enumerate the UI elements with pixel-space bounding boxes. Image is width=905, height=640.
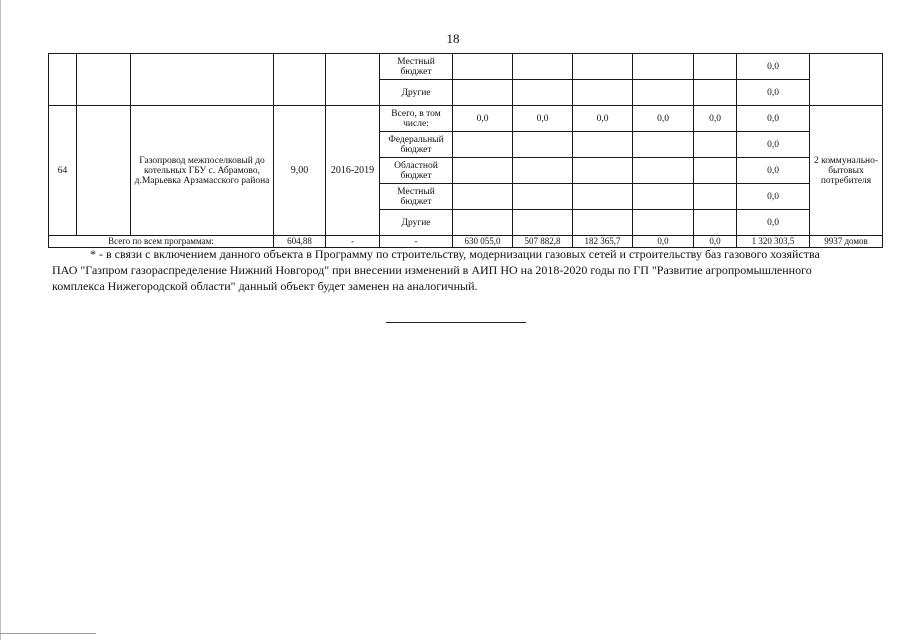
cell-value xyxy=(694,184,737,210)
page-bottom-line xyxy=(0,633,96,634)
cell-length: 9,00 xyxy=(274,106,326,236)
cell-value: 0,0 xyxy=(633,106,694,132)
cell-years xyxy=(326,54,380,106)
cell-total: 0,0 xyxy=(737,106,810,132)
totals-value: 0,0 xyxy=(694,236,737,248)
cell-value xyxy=(694,80,737,106)
totals-value: 182 365,7 xyxy=(573,236,633,248)
cell-number xyxy=(49,54,77,106)
footnote-line: * - в связи с включением данного объекта в Программу по строительству, модернизации газовых сетей и строительству баз газового хозяйства xyxy=(90,247,820,261)
cell-code xyxy=(77,106,131,236)
cell-total: 0,0 xyxy=(737,184,810,210)
cell-value xyxy=(694,210,737,236)
cell-value xyxy=(633,184,694,210)
cell-value xyxy=(633,158,694,184)
cell-value xyxy=(453,184,513,210)
totals-years: - xyxy=(326,236,380,248)
cell-value: 0,0 xyxy=(694,106,737,132)
cell-source: Другие xyxy=(380,80,453,106)
page-number: 18 xyxy=(446,31,460,46)
cell-value xyxy=(633,132,694,158)
cell-value xyxy=(453,210,513,236)
totals-value: 507 882,8 xyxy=(513,236,573,248)
cell-total: 0,0 xyxy=(737,54,810,80)
footnote-line: ПАО "Газпром газораспределение Нижний Новгород" при внесении изменений в АИП НО на 2018-2020 годы по ГП "Развитие агропромышленного xyxy=(52,263,812,277)
table-row xyxy=(49,54,883,80)
cell-value xyxy=(453,80,513,106)
cell-value xyxy=(694,158,737,184)
separator-line xyxy=(386,322,526,323)
cell-value xyxy=(573,158,633,184)
footnote xyxy=(52,246,888,294)
totals-label: Всего по всем программам: xyxy=(49,236,274,248)
totals-value: 0,0 xyxy=(633,236,694,248)
cell-source: Областной бюджет xyxy=(380,158,453,184)
cell-value xyxy=(453,158,513,184)
cell-value xyxy=(513,132,573,158)
cell-value xyxy=(573,210,633,236)
totals-value: 630 055,0 xyxy=(453,236,513,248)
table-row xyxy=(49,106,883,132)
cell-value xyxy=(573,80,633,106)
cell-total: 0,0 xyxy=(737,80,810,106)
cell-value: 0,0 xyxy=(513,106,573,132)
totals-result: 9937 домов xyxy=(810,236,883,248)
totals-source: - xyxy=(380,236,453,248)
cell-value xyxy=(694,54,737,80)
cell-length xyxy=(274,54,326,106)
cell-source: Всего, в том числе: xyxy=(380,106,453,132)
totals-sum: 1 320 303,5 xyxy=(737,236,810,248)
cell-value xyxy=(573,54,633,80)
cell-code xyxy=(77,54,131,106)
cell-source: Местный бюджет xyxy=(380,184,453,210)
cell-value xyxy=(633,210,694,236)
cell-value xyxy=(573,132,633,158)
footnote-line: комплекса Нижегородской области" данный объект будет заменен на аналогичный. xyxy=(52,279,478,293)
cell-value xyxy=(633,54,694,80)
page-left-edge xyxy=(0,0,1,640)
cell-value xyxy=(513,80,573,106)
cell-source: Федеральный бюджет xyxy=(380,132,453,158)
cell-result: 2 коммунально-бытовых потребителя xyxy=(810,106,883,236)
totals-length: 604,88 xyxy=(274,236,326,248)
cell-value xyxy=(573,184,633,210)
cell-value xyxy=(513,54,573,80)
cell-years: 2016-2019 xyxy=(326,106,380,236)
cell-value xyxy=(453,132,513,158)
cell-value xyxy=(633,80,694,106)
cell-value: 0,0 xyxy=(453,106,513,132)
cell-value: 0,0 xyxy=(573,106,633,132)
cell-value xyxy=(513,210,573,236)
cell-total: 0,0 xyxy=(737,210,810,236)
cell-total: 0,0 xyxy=(737,158,810,184)
cell-number: 64 xyxy=(49,106,77,236)
cell-description: Газопровод межпоселковый до котельных ГБУ с. Абрамово, д.Марьевка Арзамасского района xyxy=(131,106,274,236)
cell-value xyxy=(694,132,737,158)
cell-description xyxy=(131,54,274,106)
cell-total: 0,0 xyxy=(737,132,810,158)
cell-value xyxy=(453,54,513,80)
cell-result xyxy=(810,54,883,106)
cell-value xyxy=(513,184,573,210)
cell-value xyxy=(513,158,573,184)
cell-source: Местный бюджет xyxy=(380,54,453,80)
financing-table xyxy=(48,53,883,248)
cell-source: Другие xyxy=(380,210,453,236)
